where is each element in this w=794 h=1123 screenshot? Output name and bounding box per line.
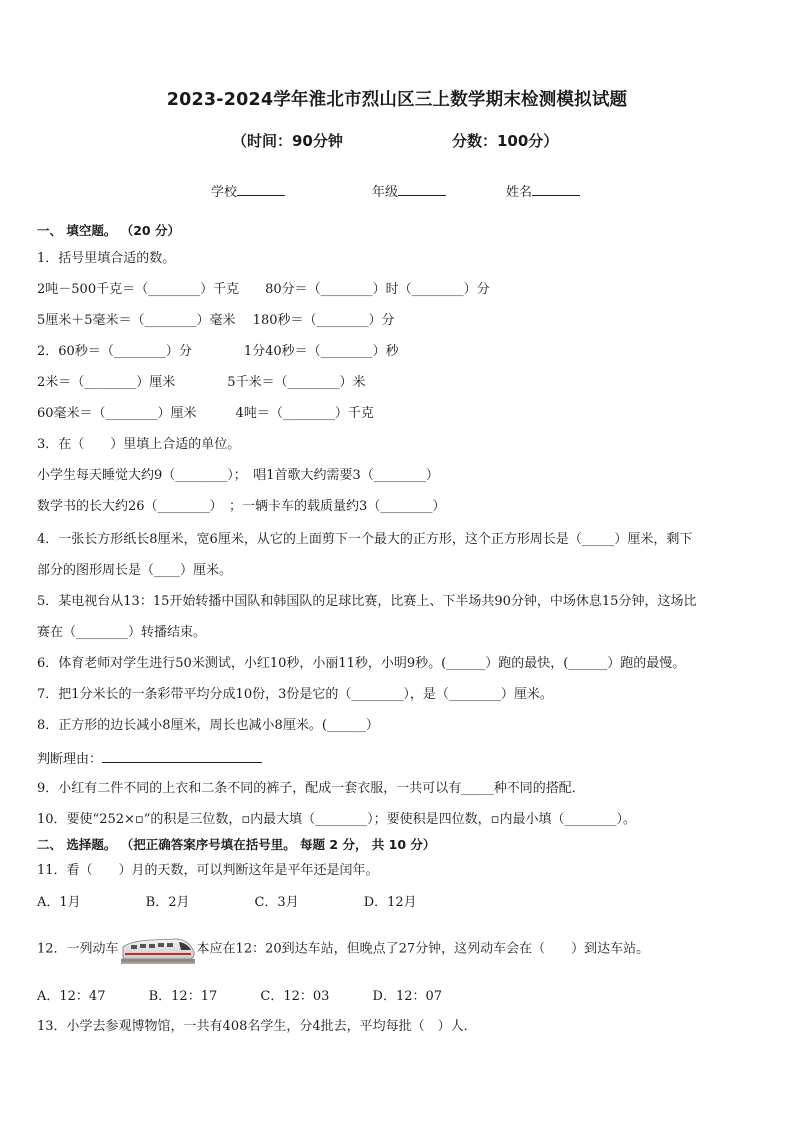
question-9: 9．小红有二件不同的上衣和二条不同的裤子，配成一套衣服，一共可以有_____种不同的搭配． [37, 781, 585, 796]
school-field[interactable] [211, 181, 285, 200]
question-1: 1．括号里填合适的数。 [37, 251, 176, 266]
question-4: 4．一张长方形纸长8厘米，宽6厘米，从它的上面剪下一个最大的正方形，这个正方形周长是（_____）厘米，剩下 [37, 532, 693, 547]
question-12 [37, 932, 649, 967]
question-3: 3．在（ ）里填上合适的单位。 [37, 437, 241, 452]
section-heading-choice: 二、 选择题。 （把正确答案序号填在括号里。 每题 2 分， 共 10 分） [37, 837, 436, 852]
question-8: 8．正方形的边长减小8厘米，周长也减小8厘米。(______） [37, 718, 379, 733]
question-12-end: 本应在12：20到达车站，但晚点了27分钟，这列动车会在（ ）到达车站。 [196, 941, 650, 957]
question-10: 10．要使“252×▫”的积是三位数，▫内最大填（________）；要使积是四位数，▫内最小填（________）。 [37, 812, 636, 827]
school-blank[interactable] [237, 183, 285, 196]
judgment-reason-label: 判断理由： [37, 752, 103, 767]
question-11-options: A．1月 B．2月 C．3月 D．12月 [37, 895, 417, 910]
grade-blank[interactable] [398, 183, 446, 196]
question-13: 13．小学去参观博物馆，一共有408名学生，分4批去，平均每批（ ）人． [37, 1019, 477, 1034]
question-5: 5．某电视台从13：15开始转播中国队和韩国队的足球比赛，比赛上、下半场共90分钟，中场休息15分钟，这场比 [37, 594, 697, 609]
exam-title: 2023-2024学年淮北市烈山区三上数学期末检测模拟试题 [166, 90, 628, 110]
question-3-row-1: 小学生每天睡觉大约9（________）； 唱1首歌大约需要3（________） [37, 468, 439, 483]
question-4-cont: 部分的图形周长是（____）厘米。 [37, 563, 233, 578]
question-1-row-2: 5厘米＋5毫米＝（________）毫米 180秒＝（________）分 [37, 313, 395, 328]
question-2: 2．60秒＝（________）分 1分40秒＝（________）秒 [37, 344, 399, 359]
name-field[interactable] [506, 181, 580, 200]
time-label: （时间：90分钟 [232, 132, 343, 150]
question-5-cont: 赛在（________）转播结束。 [37, 625, 207, 640]
question-6: 6．体育老师对学生进行50米测试，小红10秒，小丽11秒，小明9秒。(______）跑的最快，(______）跑的最慢。 [37, 656, 686, 671]
question-7: 7．把1分米长的一条彩带平均分成10份，3份是它的（________），是（________）厘米。 [37, 687, 553, 702]
grade-label: 年级 [372, 185, 399, 200]
question-12-options: A．12：47 B．12：17 C．12：03 D．12：07 [37, 989, 443, 1004]
train-image [121, 932, 195, 966]
judgment-reason-blank[interactable] [102, 750, 262, 763]
question-12-start: 12．一列动车 [37, 941, 119, 957]
section-heading-fill: 一、 填空题。 （20 分） [37, 223, 180, 238]
question-1-row-1: 2吨－500千克＝（________）千克 80分＝（________）时（________）分 [37, 282, 490, 297]
score-label: 分数：100分） [452, 132, 559, 150]
school-label: 学校 [211, 185, 238, 200]
question-3-row-2: 数学书的长大约26（________） ；一辆卡车的载质量约3（________） [37, 499, 446, 514]
question-2-row-3: 60毫米＝（________）厘米 4吨＝（________）千克 [37, 406, 374, 421]
judgment-reason [37, 750, 262, 769]
grade-field[interactable] [372, 181, 446, 200]
name-blank[interactable] [532, 183, 580, 196]
question-2-row-2: 2米＝（________）厘米 5千米＝（________）米 [37, 375, 366, 390]
question-11: 11．看（ ）月的天数，可以判断这年是平年还是闰年。 [37, 863, 379, 878]
name-label: 姓名 [506, 185, 533, 200]
